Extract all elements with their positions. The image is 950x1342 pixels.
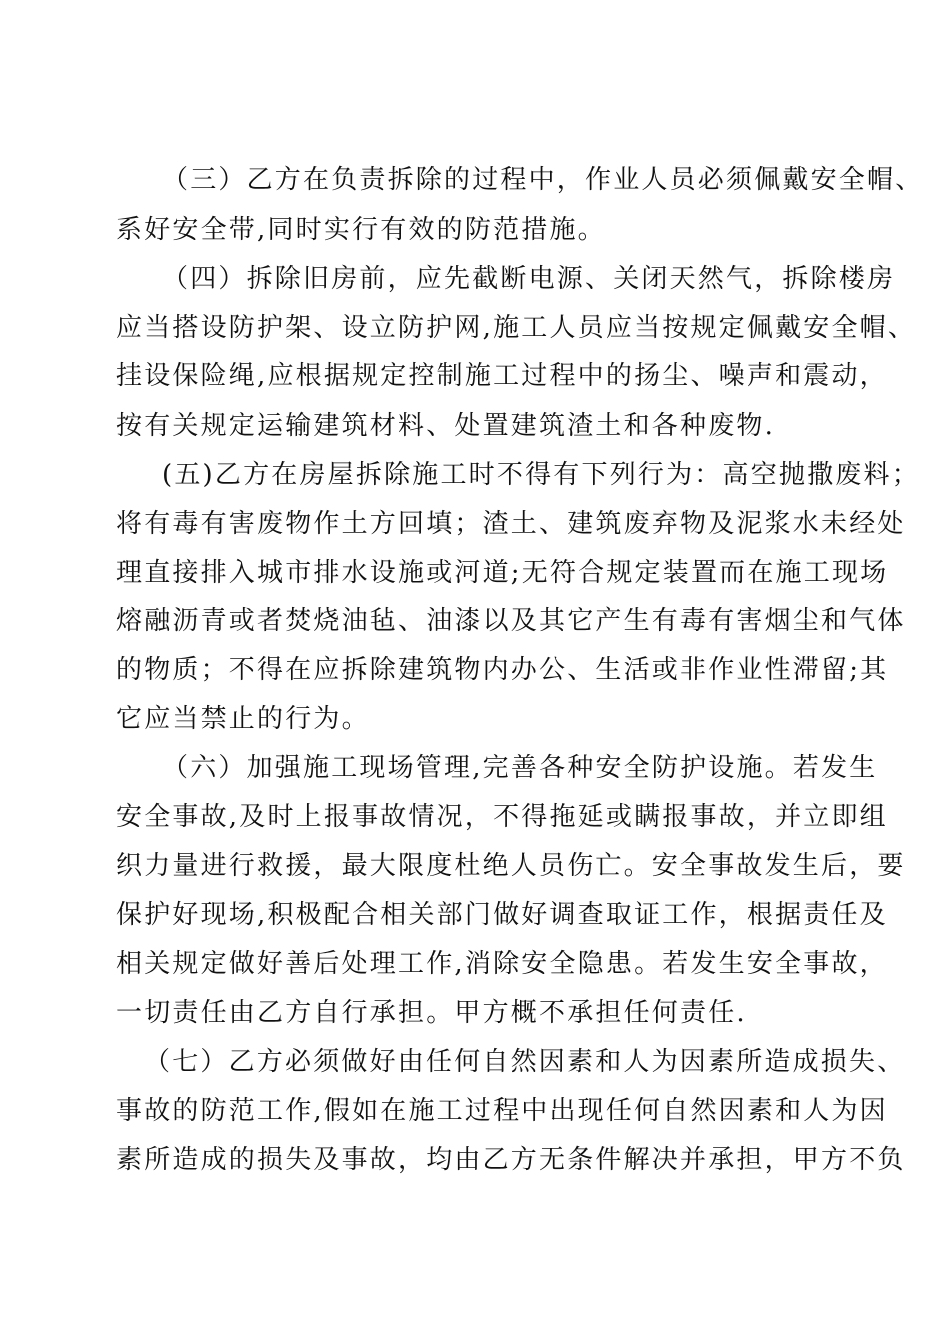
paragraph-3-line-1: （三）乙方在负责拆除的过程中，作业人员必须佩戴安全帽、 <box>162 165 924 195</box>
paragraph-6-line-3: 织力量进行救援，最大限度杜绝人员伤亡。安全事故发生后，要 <box>116 851 906 881</box>
paragraph-3-line-2: 系好安全带,同时实行有效的防范措施。 <box>116 215 606 245</box>
paragraph-5-line-2: 将有毒有害废物作土方回填；渣土、建筑废弃物及泥浆水未经处 <box>116 509 906 539</box>
paragraph-7-line-1: （七）乙方必须做好由任何自然因素和人为因素所造成损失、 <box>144 1047 906 1077</box>
paragraph-4-line-1: （四）拆除旧房前，应先截断电源、关闭天然气，拆除楼房 <box>162 264 896 294</box>
paragraph-6-line-5: 相关规定做好善后处理工作,消除安全隐患。若发生安全事故， <box>116 949 888 979</box>
paragraph-5-line-4: 熔融沥青或者焚烧油毡、油漆以及其它产生有毒有害烟尘和气体 <box>116 606 906 636</box>
paragraph-6-line-6: 一切责任由乙方自行承担。甲方概不承担任何责任. <box>116 998 747 1028</box>
paragraph-6-line-1: （六）加强施工现场管理,完善各种安全防护设施。若发生 <box>162 753 878 783</box>
paragraph-7-line-2: 事故的防范工作,假如在施工过程中出现任何自然因素和人为因 <box>116 1096 888 1126</box>
paragraph-5-line-3: 理直接排入城市排水设施或河道;无符合规定装置而在施工现场 <box>116 558 889 588</box>
paragraph-4-line-4: 按有关规定运输建筑材料、处置建筑渣土和各种废物. <box>116 411 776 441</box>
paragraph-7-line-3: 素所造成的损失及事故，均由乙方无条件解决并承担，甲方不负 <box>116 1145 906 1175</box>
paragraph-5-line-5: 的物质；不得在应拆除建筑物内办公、生活或非作业性滞留;其 <box>116 655 889 685</box>
paragraph-5-line-6: 它应当禁止的行为。 <box>116 704 370 734</box>
paragraph-5-line-1: (五)乙方在房屋拆除施工时不得有下列行为：高空抛撒废料； <box>162 460 920 490</box>
paragraph-4-line-2: 应当搭设防护架、设立防护网,施工人员应当按规定佩戴安全帽、 <box>116 313 917 343</box>
paragraph-6-line-4: 保护好现场,积极配合相关部门做好调查取证工作，根据责任及 <box>116 900 888 930</box>
paragraph-4-line-3: 挂设保险绳,应根据规定控制施工过程中的扬尘、噪声和震动， <box>116 361 888 391</box>
paragraph-6-line-2: 安全事故,及时上报事故情况，不得拖延或瞒报事故，并立即组 <box>116 802 888 832</box>
